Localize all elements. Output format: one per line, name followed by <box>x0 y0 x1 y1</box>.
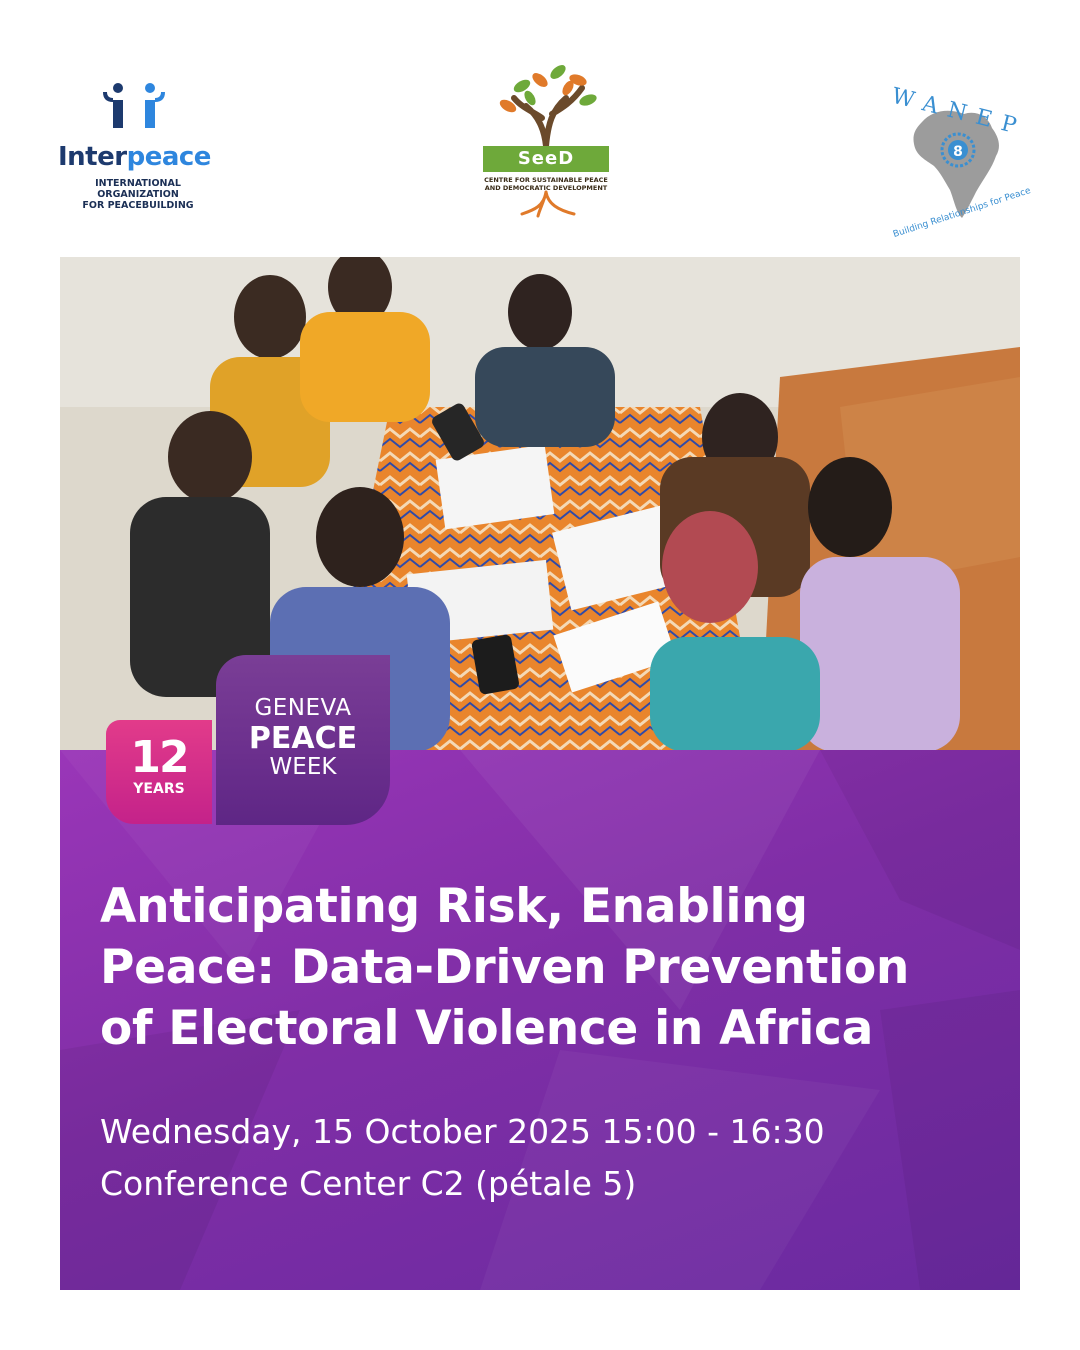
gpw-line-geneva: GENEVA <box>254 695 352 721</box>
event-title-line: of Electoral Violence in Africa <box>100 1001 873 1056</box>
seed-logo <box>478 58 618 220</box>
group-workshop-photo-icon <box>60 257 1020 752</box>
wanep-text: WANEP Building Relationships for Peace <box>889 83 1033 241</box>
gpw-line-week: WEEK <box>269 754 337 780</box>
geneva-peace-week-badge <box>216 655 390 825</box>
wanep-logo <box>880 80 1033 241</box>
event-title-line: Peace: Data-Driven Prevention <box>100 940 910 995</box>
event-details <box>100 1106 825 1210</box>
partner-logos <box>0 0 1080 256</box>
gpw-line-peace: PEACE <box>248 721 358 756</box>
event-location: Conference Center C2 (pétale 5) <box>100 1164 637 1203</box>
interpeace-tagline: INTERNATIONAL ORGANIZATION FOR PEACEBUILDING <box>82 178 194 211</box>
seed-tagline: CENTRE FOR SUSTAINABLE PEACE AND DEMOCRATIC DEVELOPMENT <box>484 176 608 192</box>
svg-text:8: 8 <box>953 144 963 160</box>
interpeace-symbol-icon <box>58 80 218 140</box>
event-title <box>100 876 1000 1059</box>
tree-icon <box>478 58 618 220</box>
event-title-line: Anticipating Risk, Enabling <box>100 879 808 934</box>
years-number: 12 <box>130 732 188 783</box>
interpeace-wordmark: Interpeace <box>58 142 211 172</box>
event-datetime: Wednesday, 15 October 2025 15:00 - 16:30 <box>100 1112 825 1151</box>
seed-wordmark: SeeD <box>483 146 609 172</box>
years-badge <box>106 720 212 824</box>
interpeace-logo <box>58 80 218 211</box>
workshop-photo <box>60 257 1020 752</box>
years-label: YEARS <box>133 781 185 797</box>
